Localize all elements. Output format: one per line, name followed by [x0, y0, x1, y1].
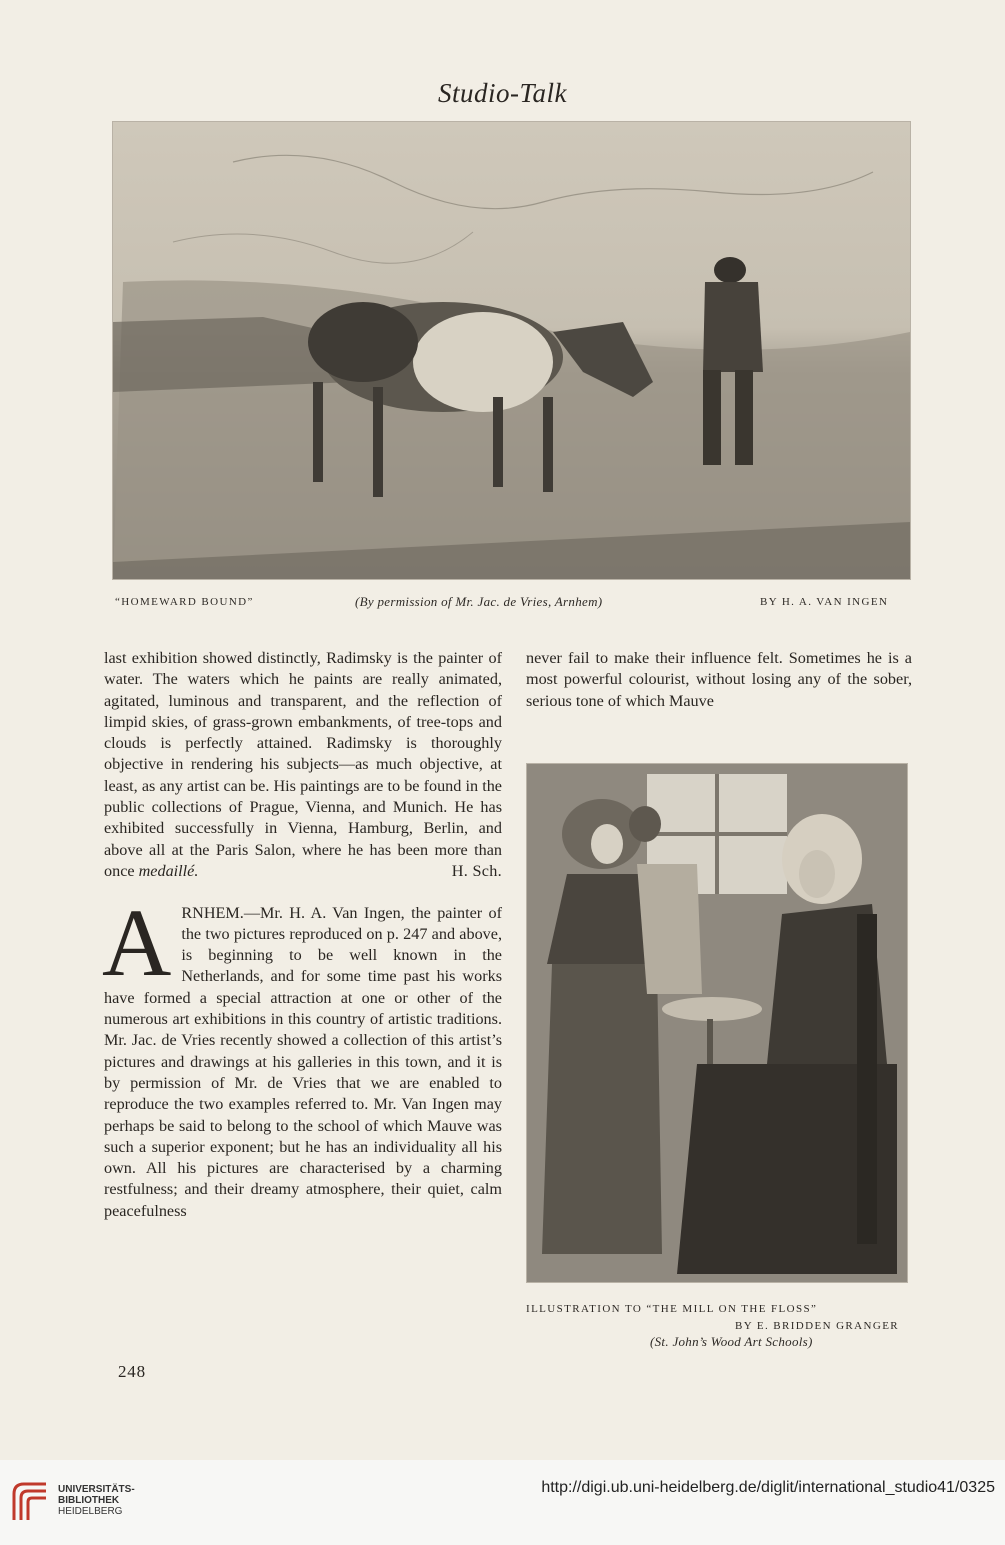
library-logo-icon	[10, 1480, 50, 1524]
left-para2: RNHEM.—Mr. H. A. Van Ingen, the painter of the two pictures reproduced on p. 247 and above, is beginning to be well known in the Netherlands, and for some time past his works have formed a special attraction at one or other of the numerous art exhibitions in this country of artistic traditions. Mr. Jac. de Vries recently showed a collection of this artist’s pictures and drawings at his galleries in this town, and it is by permission of Mr. de Vries that we are enabled to reproduce the two examples referred to. Mr. Van Ingen may perhaps be said to belong to the school of which Mauve was such a superior exponent; but he has an individuality all his own. All his pictures are characterised by a charming restfulness; and their dreamy atmosphere, their quiet, calm peacefulness	[104, 903, 502, 1220]
left-para1: last exhibition showed distinctly, Radimsky is the painter of water. The waters which he paints are really animated, agitated, luminous and transparent, and the reflection of limpid skies, of grass-grown embankments, of tree-tops and clouds is perfectly attained. Radimsky is thoroughly objective in rendering his subjects—as much objective, at least, as any artist can be. His paintings are to be found in the public collections of Prague, Vienna, and Munich. He has exhibited successfully in Vienna, Hamburg, Berlin, and above all at the Paris Salon, where he has been more than once	[104, 649, 502, 880]
left-para1-italic: medaillé.	[138, 861, 199, 880]
plate-homeward-bound	[112, 121, 911, 580]
right-para: never fail to make their influence felt. Sometimes he is a most powerful colourist, without losing any of the sober, serious tone of which Mauve	[526, 649, 912, 710]
plate2-caption-line3: (St. John’s Wood Art Schools)	[650, 1334, 813, 1349]
running-head: Studio-Talk	[437, 78, 568, 108]
mill-on-the-floss-illustration	[527, 764, 907, 1282]
footer-bar	[0, 1460, 1005, 1545]
logo-line1: UNIVERSITÄTS-	[58, 1484, 135, 1495]
right-column	[526, 648, 912, 712]
logo-line3: HEIDELBERG	[58, 1506, 123, 1517]
source-url-link[interactable]: http://digi.ub.uni-heidelberg.de/diglit/international_studio41/0325	[541, 1479, 995, 1496]
plate1-title: “HOMEWARD BOUND”	[115, 596, 254, 608]
logo-line2: BIBLIOTHEK	[58, 1495, 120, 1506]
signature: H. Sch.	[451, 862, 502, 881]
plate1-credit: (By permission of Mr. Jac. de Vries, Arnhem)	[355, 594, 603, 609]
plate2-caption-line1: ILLUSTRATION TO “THE MILL ON THE FLOSS”	[526, 1303, 818, 1315]
plate1-artist: BY H. A. VAN INGEN	[760, 596, 889, 608]
drop-cap: A	[102, 888, 172, 996]
library-logo-text	[58, 1484, 135, 1517]
left-column	[104, 648, 502, 1222]
plate2-caption-line2: BY E. BRIDDEN GRANGER	[735, 1320, 900, 1332]
plate-mill-on-the-floss	[526, 763, 908, 1283]
homeward-bound-illustration	[113, 122, 910, 579]
page-number: 248	[118, 1362, 146, 1381]
